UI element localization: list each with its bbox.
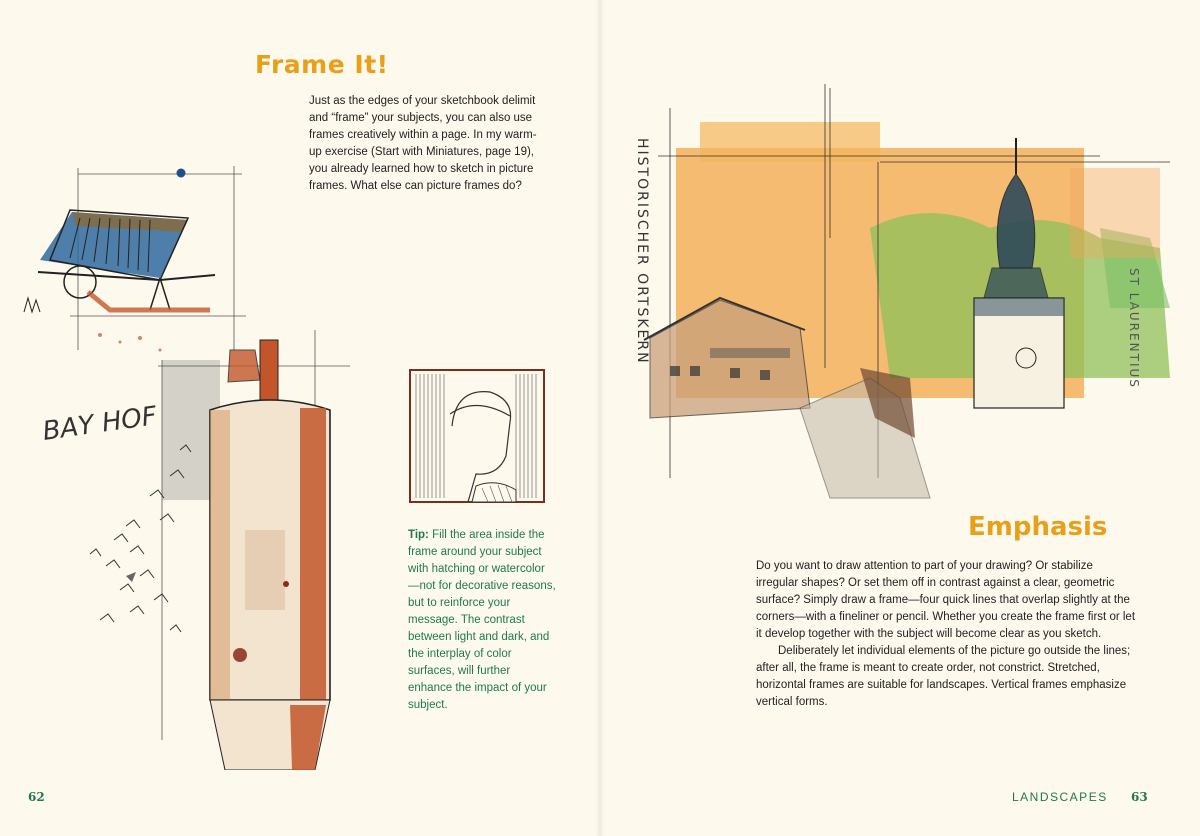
frame-it-intro-text: Just as the edges of your sketchbook delimit and “frame” your subjects, you can also use frames creatively within a page. In my warm-up exercise (Start with Miniatures, page 19), you already learned how to sketch in picture frames. What else can picture frames do? [309,95,537,192]
st-laurentius-handwriting: ST LAURENTIUS [1127,268,1141,389]
tip-callout [408,527,556,714]
village-landscape-sketch [630,78,1180,500]
silo-sketch [30,330,350,770]
right-page [600,0,1200,836]
page-number-left: 62 [28,790,45,804]
emphasis-paragraph-1: Do you want to draw attention to part of your drawing? Or stabilize irregular shapes? Or set them off in contrast against a clear, geometric surface? Simply draw a frame—four quick lines that overlap slightly at the corners—with a fineliner or pencil. Whether you create the frame first or let it develop together with the subject will become clear as you sketch. [756,560,1136,640]
tip-label: Tip: [408,529,429,541]
emphasis-body [756,558,1136,711]
historischer-ortskern-handwriting: HISTORISCHER ORTSKERN [634,138,650,365]
emphasis-paragraph-2: Deliberately let individual elements of the picture go outside the lines; after all, the frame is meant to create order, not constrict. Stretched, horizontal frames are suitable for landscapes. Vertical frames emphasize vertical forms. [756,645,1131,708]
frame-it-heading: Frame It! [255,50,389,79]
running-footer-section: LANDSCAPES [1012,790,1108,804]
portrait-frame-sketch [406,366,548,506]
page-number-right: 63 [1131,790,1148,804]
bay-hof-handwriting: BAY HOF [40,401,159,447]
emphasis-heading: Emphasis [968,512,1108,542]
tip-text: Fill the area inside the frame around your subject with hatching or watercolor—not for decorative reasons, but to reinforce your message. The contrast between light and dark, and the interplay of color surfaces, will further enhance the impact of your subject. [408,529,556,711]
